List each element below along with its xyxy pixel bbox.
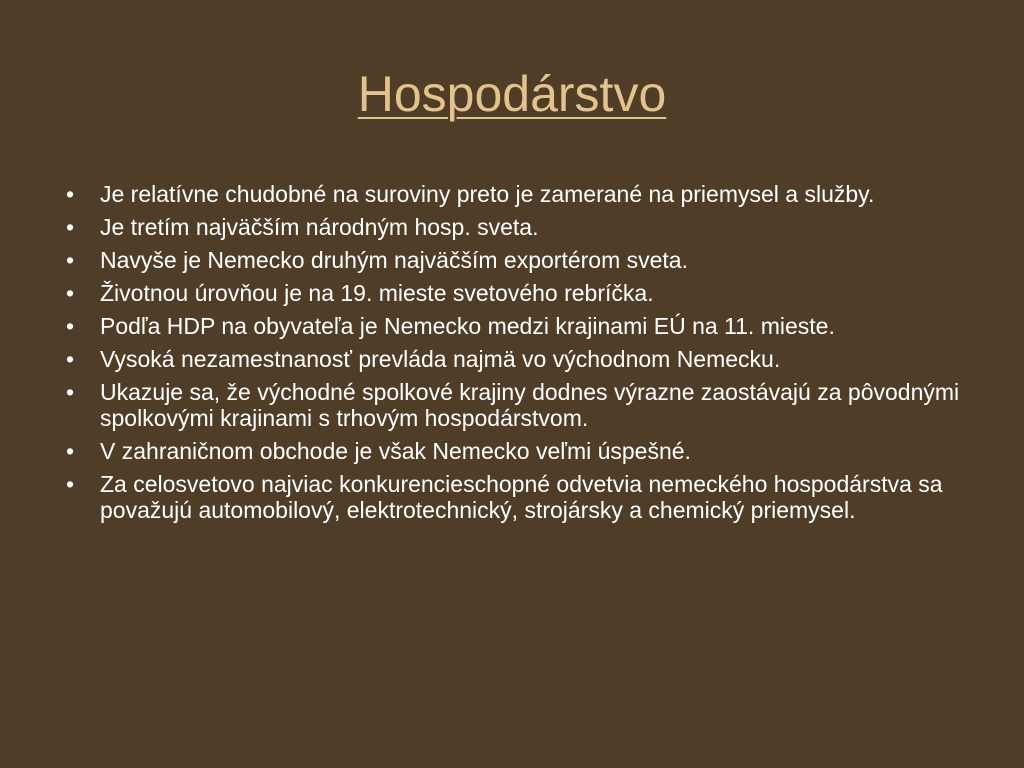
bullet-list: [66, 181, 971, 530]
bullet-icon: •: [66, 471, 75, 497]
bullet-icon: •: [66, 247, 75, 273]
bullet-icon: •: [66, 438, 75, 464]
bullet-item: [66, 214, 971, 240]
bullet-item: [66, 313, 971, 339]
bullet-icon: •: [66, 214, 75, 240]
bullet-icon: •: [66, 280, 75, 306]
bullet-item: [66, 438, 971, 464]
bullet-icon: •: [66, 313, 75, 339]
bullet-item: [66, 346, 971, 372]
bullet-text: Je tretím najväčším národným hosp. sveta.: [100, 214, 539, 240]
bullet-text: Navyše je Nemecko druhým najväčším exportérom sveta.: [100, 247, 688, 273]
bullet-text: Vysoká nezamestnanosť prevláda najmä vo východnom Nemecku.: [100, 346, 781, 372]
bullet-item: [66, 280, 971, 306]
bullet-icon: •: [66, 379, 75, 405]
bullet-text: Ukazuje sa, že východné spolkové krajiny dodnes výrazne zaostávajú za pôvodnými spolkovými krajinami s trhovým hospodárstvom.: [100, 379, 960, 431]
bullet-text: Je relatívne chudobné na suroviny preto je zamerané na priemysel a služby.: [100, 181, 875, 207]
bullet-text: Životnou úrovňou je na 19. mieste svetového rebríčka.: [100, 280, 654, 306]
bullet-text: Podľa HDP na obyvateľa je Nemecko medzi krajinami EÚ na 11. mieste.: [100, 313, 835, 339]
bullet-item: [66, 471, 971, 523]
bullet-icon: •: [66, 181, 75, 207]
bullet-item: [66, 379, 971, 431]
bullet-item: [66, 181, 971, 207]
bullet-icon: •: [66, 346, 75, 372]
bullet-item: [66, 247, 971, 273]
bullet-text: Za celosvetovo najviac konkurencieschopné odvetvia nemeckého hospodárstva sa považujú automobilový, elektrotechnický, strojársky a chemický priemysel.: [100, 471, 943, 523]
bullet-text: V zahraničnom obchode je však Nemecko veľmi úspešné.: [100, 438, 691, 464]
slide-title: Hospodárstvo: [357, 66, 667, 122]
